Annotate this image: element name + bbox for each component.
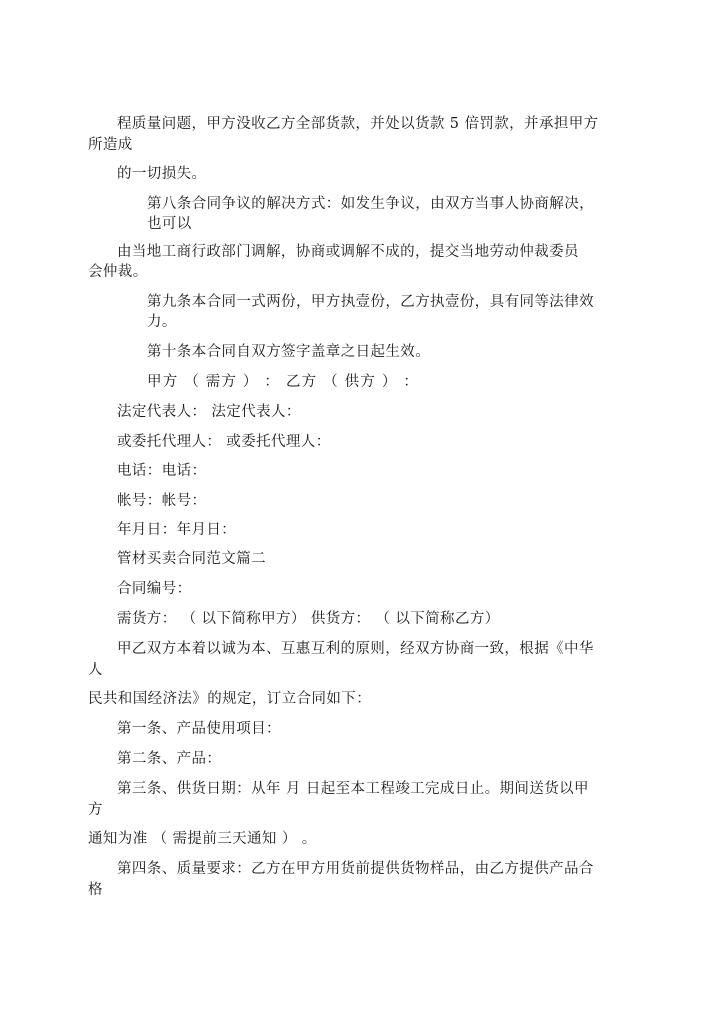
paragraph-line: 电话：电话： <box>117 463 207 479</box>
paragraph-line: 格 <box>88 882 103 898</box>
paragraph-line: 通知为准 （ 需提前三天通知 ） 。 <box>88 831 317 847</box>
section-title: 管材买卖合同范文篇二 <box>117 551 266 567</box>
paragraph-line: 帐号：帐号： <box>117 493 207 509</box>
paragraph-line: 第四条、质量要求：乙方在甲方用货前提供货物样品，由乙方提供产品合 <box>117 861 594 877</box>
paragraph-line: 的一切损失。 <box>117 166 207 182</box>
paragraph-line: 由当地工商行政部门调解，协商或调解不成的，提交当地劳动仲裁委员 <box>117 244 579 260</box>
paragraph-line: 或委托代理人： 或委托代理人： <box>117 434 331 450</box>
paragraph-line: 第九条本合同一式两份，甲方执壹份，乙方执壹份，具有同等法律效 <box>147 294 594 310</box>
paragraph-line: 也可以 <box>147 216 192 232</box>
paragraph-line: 第三条、供货日期：从年 月 日起至本工程竣工完成日止。期间送货以甲 <box>117 781 589 797</box>
paragraph-line: 年月日：年月日： <box>117 522 237 538</box>
paragraph-line: 程质量问题，甲方没收乙方全部货款，并处以货款 5 倍罚款，并承担甲方 <box>117 116 599 132</box>
paragraph-line: 第二条、产品： <box>117 751 222 767</box>
paragraph-line: 第八条合同争议的解决方式：如发生争议，由双方当事人协商解决， <box>147 196 594 212</box>
party-heading-line: 甲方 （ 需方 ） ： 乙方 （ 供方 ） ： <box>147 374 420 390</box>
paragraph-line: 人 <box>88 662 103 678</box>
paragraph-line: 需货方： （ 以下简称甲方） 供货方： （ 以下简称乙方） <box>117 611 500 627</box>
paragraph-line: 会仲裁。 <box>88 264 148 280</box>
paragraph-line: 甲乙双方本着以诚为本、互惠互利的原则，经双方协商一致，根据《中华 <box>117 641 594 657</box>
paragraph-line: 合同编号： <box>117 581 192 597</box>
paragraph-line: 第一条、产品使用项目： <box>117 721 281 737</box>
paragraph-line: 方 <box>88 802 103 818</box>
paragraph-line: 第十条本合同自双方签字盖章之日起生效。 <box>147 344 431 360</box>
paragraph-line: 法定代表人： 法定代表人： <box>117 404 301 420</box>
paragraph-line: 力。 <box>147 314 177 330</box>
paragraph-line: 民共和国经济法》的规定，订立合同如下： <box>88 691 372 707</box>
paragraph-line: 所造成 <box>88 137 133 153</box>
